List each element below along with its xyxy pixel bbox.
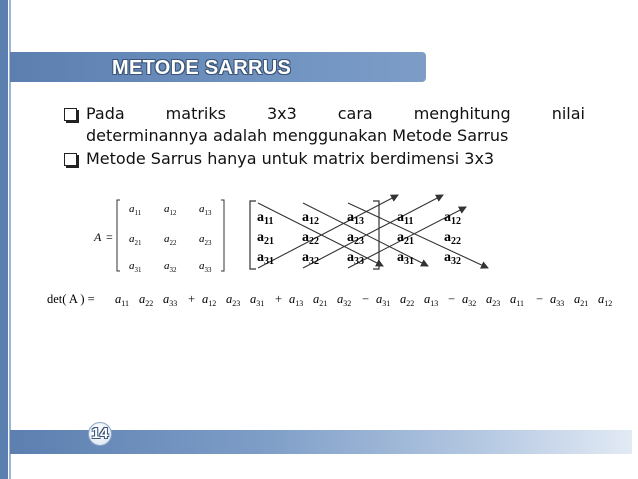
matrix-a-entry: $a_{11}$ [129, 203, 142, 217]
sarrus-entry: $a_{22}$ [444, 230, 461, 247]
slide-title: METODE SARRUS [112, 57, 292, 79]
det-operator: − [448, 292, 456, 306]
sarrus-entry: $a_{11}$ [257, 210, 274, 227]
sarrus-entry: $a_{31}$ [397, 250, 414, 267]
matrix-a-entry: $a_{33}$ [199, 260, 212, 274]
sarrus-entry: $a_{11}$ [397, 210, 414, 227]
det-lhs: det( A ) = [47, 292, 95, 306]
det-factor: $a_{21}$ [313, 292, 328, 308]
det-factor: $a_{11}$ [115, 292, 129, 308]
det-factor: $a_{31}$ [250, 292, 265, 308]
up-diagonal-arrow [303, 195, 443, 268]
matrix-a-entry: $a_{21}$ [129, 233, 142, 247]
det-factor: $a_{23}$ [486, 292, 501, 308]
sarrus-entry: $a_{32}$ [302, 250, 319, 267]
det-factor: $a_{33}$ [550, 292, 565, 308]
matrix-a-label: A [94, 230, 102, 244]
matrix-a-entry: $a_{32}$ [164, 260, 177, 274]
det-factor: $a_{31}$ [376, 292, 391, 308]
bullet-1-word: matriks [165, 104, 226, 123]
matrix-a-entry: $a_{13}$ [199, 203, 212, 217]
det-operator: − [536, 292, 544, 306]
det-factor: $a_{12}$ [202, 292, 217, 308]
matrix-a-entry: $a_{23}$ [199, 233, 212, 247]
sarrus-entry: $a_{12}$ [444, 210, 461, 227]
sarrus-entry: $a_{31}$ [257, 250, 274, 267]
det-operator: + [275, 292, 283, 306]
down-diagonal-arrow [348, 203, 488, 268]
bullet-1-word: cara [337, 104, 373, 123]
up-diagonal-arrow [258, 195, 398, 268]
bullet-1-line-2: determinannya adalah menggunakan Metode Sarrus [86, 126, 509, 145]
det-operator: + [188, 292, 196, 306]
det-factor: $a_{13}$ [424, 292, 439, 308]
det-factor: $a_{23}$ [226, 292, 241, 308]
det-factor: $a_{22}$ [400, 292, 415, 308]
det-factor: $a_{21}$ [574, 292, 589, 308]
bullet-1-word: 3x3 [266, 104, 297, 123]
det-factor: $a_{32}$ [462, 292, 477, 308]
matrix-a-equals: = [106, 230, 113, 244]
bullet-1-word: nilai [551, 104, 585, 123]
sarrus-entry: $a_{12}$ [302, 210, 319, 227]
sarrus-right-bracket [373, 201, 379, 269]
sarrus-entry: $a_{33}$ [347, 250, 364, 267]
bullet-2-text: Metode Sarrus hanya untuk matrix berdimensi 3x3 [86, 149, 495, 168]
matrix-a-left-bracket [117, 200, 120, 271]
bullet-1-word: Pada [86, 104, 125, 123]
sarrus-matrix [257, 210, 461, 267]
sarrus-entry: $a_{21}$ [257, 230, 274, 247]
matrix-a [129, 203, 212, 274]
page-number-badge: 14 [88, 422, 112, 446]
matrix-a-entry: $a_{31}$ [129, 260, 142, 274]
sarrus-left-bracket [250, 201, 256, 269]
matrix-a-entry: $a_{22}$ [164, 233, 177, 247]
det-operator: − [362, 292, 370, 306]
det-expansion [115, 292, 612, 308]
det-factor: $a_{11}$ [510, 292, 524, 308]
sarrus-entry: $a_{22}$ [302, 230, 319, 247]
det-factor: $a_{32}$ [337, 292, 352, 308]
sarrus-entry: $a_{23}$ [347, 230, 364, 247]
det-factor: $a_{12}$ [598, 292, 613, 308]
det-factor: $a_{22}$ [139, 292, 154, 308]
sarrus-entry: $a_{13}$ [347, 210, 364, 227]
det-factor: $a_{13}$ [289, 292, 304, 308]
sarrus-entry: $a_{32}$ [444, 250, 461, 267]
sarrus-entry: $a_{21}$ [397, 230, 414, 247]
matrix-a-right-bracket [221, 200, 224, 271]
det-factor: $a_{33}$ [163, 292, 178, 308]
matrix-a-entry: $a_{12}$ [164, 203, 177, 217]
bullet-1-word: menghitung [413, 104, 511, 123]
